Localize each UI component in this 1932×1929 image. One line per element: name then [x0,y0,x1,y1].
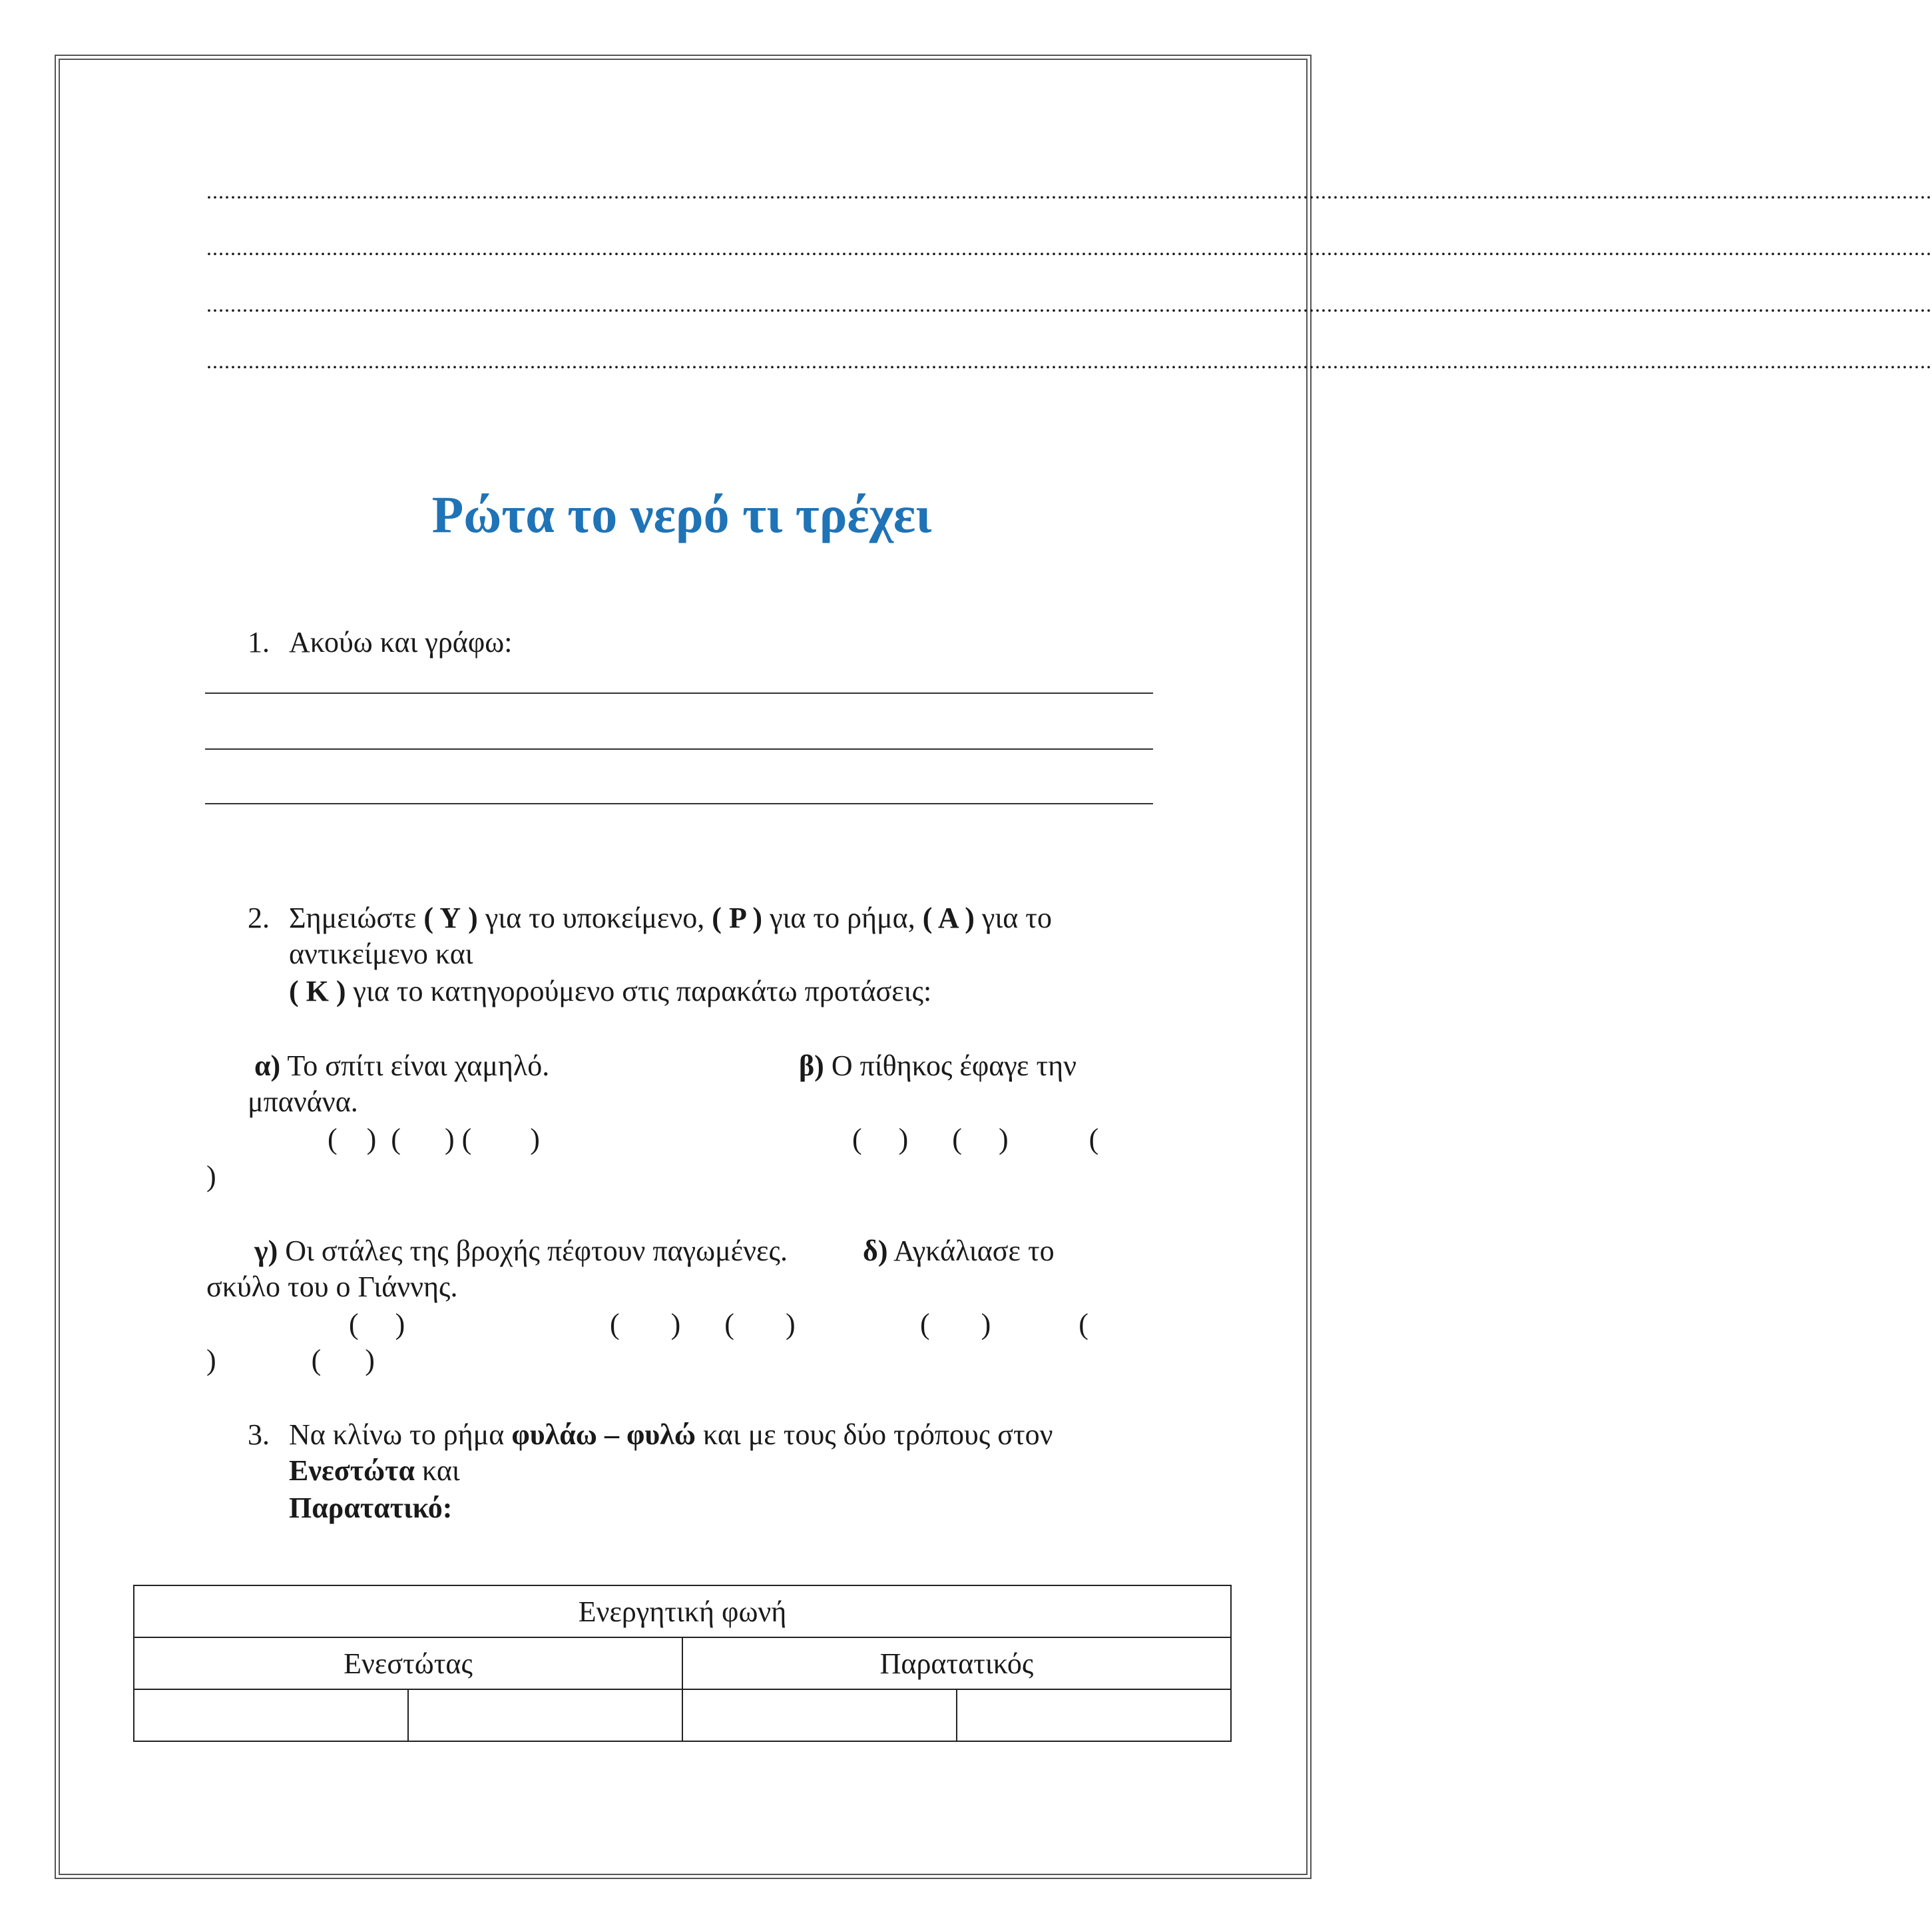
table-cell-empty[interactable] [957,1689,1231,1741]
q1-text: Ακούω και γράφω: [289,626,513,659]
table-header-present: Ενεστώτας [134,1637,682,1689]
writing-line[interactable] [205,803,1153,804]
table-header-voice: Ενεργητική φωνή [134,1585,1231,1637]
sentence-gamma: γ) Οι στάλες της βροχής πέφτουν παγωμένες. [254,1235,788,1267]
q3-instruction-line3: Παρατατικό: [289,1492,453,1524]
answer-brackets-gamma[interactable]: ( ) ( ) [610,1308,796,1340]
q2-instruction-line3: ( Κ ) για το κατηγορούμενο στις παρακάτω προτάσεις: [289,975,932,1007]
table-cell-empty[interactable] [408,1689,682,1741]
q3-number: 3. [248,1418,270,1451]
sentence-alpha: α) Το σπίτι είναι χαμηλό. [254,1049,550,1082]
conjugation-table [133,1585,1232,1742]
writing-line[interactable] [205,748,1153,750]
table-cell-empty[interactable] [134,1689,408,1741]
answer-brackets-delta[interactable]: ) ( ) [206,1344,375,1376]
dotted-answer-line[interactable]: ................................................................................................................................................................................................................................................................................................ [206,292,1932,316]
q2-number: 2. [248,902,270,934]
q2-instruction-line1: Σημειώστε ( Υ ) για το υποκείμενο, ( Ρ ) για το ρήμα, ( Α ) για το [289,902,1052,934]
table-header-imperfect: Παρατατικός [682,1637,1231,1689]
sentence-beta-continued: μπανάνα. [248,1085,358,1118]
q1-number: 1. [248,626,270,659]
dotted-answer-line[interactable]: ................................................................................................................................................................................................................................................................................................ [206,179,1932,203]
answer-brackets-beta[interactable]: ( ) ( ) ( [852,1123,1099,1155]
worksheet-title: Ρώτα το νερό τι τρέχει [431,485,932,543]
table-cell-empty[interactable] [682,1689,957,1741]
sentence-delta-continued: σκύλο του ο Γιάννης. [206,1270,458,1303]
answer-bracket-close: ) [206,1160,216,1193]
answer-brackets-alpha[interactable]: ( ) ( ) ( ) [328,1123,540,1155]
dotted-answer-line[interactable]: ................................................................................................................................................................................................................................................................................................ [206,236,1932,260]
sentence-delta: δ) Αγκάλιασε το [863,1235,1055,1267]
dotted-answer-line[interactable]: ................................................................................................................................................................................................................................................................................................ [206,349,1932,373]
writing-line[interactable] [205,692,1153,694]
q3-instruction-line1: Να κλίνω το ρήμα φυλάω – φυλώ και με τους δύο τρόπους στον [289,1418,1053,1451]
q2-instruction-line2: αντικείμενο και [289,938,473,970]
q3-instruction-line2: Ενεστώτα και [289,1454,460,1487]
answer-brackets-gamma[interactable]: ( ) [349,1308,405,1340]
answer-brackets-delta[interactable]: ( ) ( [920,1308,1088,1340]
sentence-beta: β) Ο πίθηκος έφαγε την [799,1049,1077,1082]
